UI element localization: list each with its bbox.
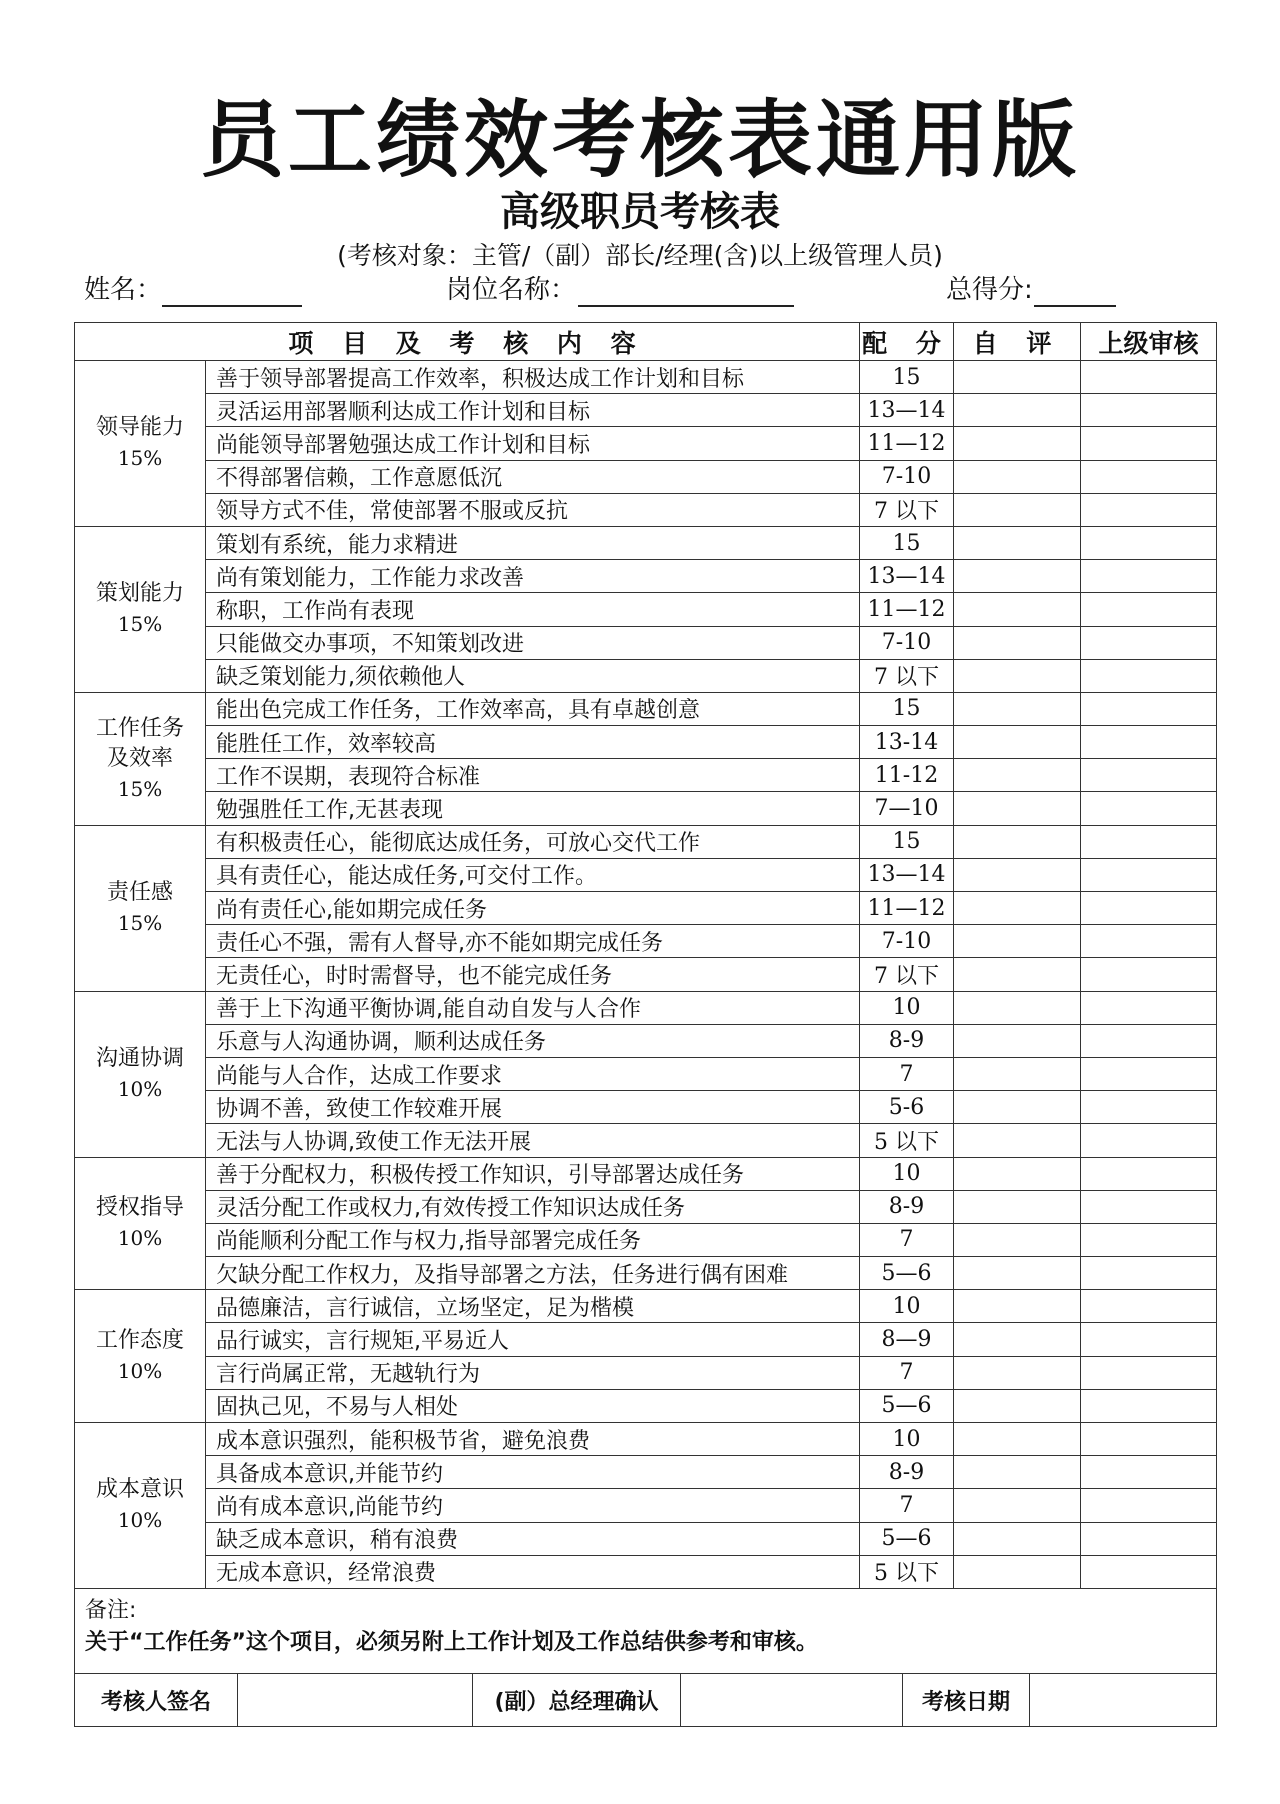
criterion-score: 15 [860, 526, 954, 559]
table-body [75, 361, 1217, 1589]
table-row [75, 1057, 1217, 1090]
superior-review-cell[interactable] [1081, 1356, 1217, 1389]
self-eval-cell[interactable] [954, 526, 1081, 559]
superior-review-cell[interactable] [1081, 593, 1217, 626]
criterion-score: 10 [860, 1157, 954, 1190]
criterion-text: 只能做交办事项，不知策划改进 [206, 626, 860, 659]
criterion-text: 灵活分配工作或权力,有效传授工作知识达成任务 [206, 1190, 860, 1223]
criterion-score: 5 以下 [860, 1555, 954, 1588]
self-eval-cell[interactable] [954, 1223, 1081, 1256]
criterion-score: 5—6 [860, 1522, 954, 1555]
category-name: 工作态度 [95, 1328, 184, 1354]
criterion-text: 灵活运用部署顺利达成工作计划和目标 [206, 394, 860, 427]
table-row [75, 1489, 1217, 1522]
table-row [75, 1423, 1217, 1456]
category-weight: 15% [117, 776, 163, 801]
category-weight: 15% [117, 446, 163, 471]
table-row [75, 593, 1217, 626]
criterion-score: 11—12 [860, 593, 954, 626]
total-score-label: 总得分: [946, 275, 1033, 305]
signature-table [74, 1673, 1217, 1727]
criterion-text: 无成本意识，经常浪费 [206, 1555, 860, 1588]
criterion-score: 11-12 [860, 759, 954, 792]
category-cell [75, 1423, 206, 1589]
table-row [75, 659, 1217, 692]
table-row [75, 1024, 1217, 1057]
criterion-text: 尚能领导部署勉强达成工作计划和目标 [206, 427, 860, 460]
table-row [75, 560, 1217, 593]
criterion-score: 15 [860, 825, 954, 858]
superior-review-cell[interactable] [1081, 361, 1217, 394]
self-eval-cell[interactable] [954, 892, 1081, 925]
category-name: 成本意识 [95, 1477, 184, 1503]
criterion-text: 称职，工作尚有表现 [206, 593, 860, 626]
category-weight: 15% [117, 612, 163, 637]
superior-review-cell[interactable] [1081, 493, 1217, 526]
header-content: 项 目 及 考 核 内 容 [75, 323, 860, 361]
superior-review-cell[interactable] [1081, 726, 1217, 759]
criterion-score: 7 以下 [860, 659, 954, 692]
gm-confirm-field[interactable] [681, 1674, 903, 1727]
superior-review-cell[interactable] [1081, 560, 1217, 593]
criterion-score: 7-10 [860, 925, 954, 958]
superior-review-cell[interactable] [1081, 526, 1217, 559]
table-row [75, 394, 1217, 427]
self-eval-cell[interactable] [954, 991, 1081, 1024]
table-row [75, 427, 1217, 460]
notes-cell [75, 1588, 1217, 1673]
table-row [75, 493, 1217, 526]
assessment-date-field[interactable] [1030, 1674, 1217, 1727]
table-row [75, 1091, 1217, 1124]
criterion-text: 策划有系统，能力求精进 [206, 526, 860, 559]
criterion-score: 11—12 [860, 427, 954, 460]
superior-review-cell[interactable] [1081, 1389, 1217, 1422]
criterion-score: 10 [860, 991, 954, 1024]
criterion-text: 固执己见，不易与人相处 [206, 1389, 860, 1422]
criterion-score: 7 以下 [860, 493, 954, 526]
gm-confirm-label: (副）总经理确认 [473, 1674, 681, 1727]
criterion-text: 缺乏策划能力,须依赖他人 [206, 659, 860, 692]
notes-row [75, 1588, 1217, 1673]
criterion-text: 善于领导部署提高工作效率，积极达成工作计划和目标 [206, 361, 860, 394]
category-weight: 10% [117, 1508, 163, 1533]
criterion-score: 7 [860, 1223, 954, 1256]
criterion-text: 欠缺分配工作权力，及指导部署之方法，任务进行偶有困难 [206, 1257, 860, 1290]
criterion-text: 善于分配权力，积极传授工作知识，引导部署达成任务 [206, 1157, 860, 1190]
appraisal-table [74, 322, 1217, 1674]
table-row [75, 991, 1217, 1024]
criterion-text: 勉强胜任工作,无甚表现 [206, 792, 860, 825]
superior-review-cell[interactable] [1081, 1024, 1217, 1057]
criterion-score: 7 [860, 1057, 954, 1090]
header-score: 配 分 [860, 323, 954, 361]
superior-review-cell[interactable] [1081, 1423, 1217, 1456]
criterion-score: 15 [860, 692, 954, 725]
self-eval-cell[interactable] [954, 1356, 1081, 1389]
criterion-text: 不得部署信赖，工作意愿低沉 [206, 460, 860, 493]
table-row [75, 825, 1217, 858]
category-name-line: 及效率 [106, 745, 173, 771]
criterion-score: 8-9 [860, 1456, 954, 1489]
criterion-text: 尚能与人合作，达成工作要求 [206, 1057, 860, 1090]
criterion-text: 品行诚实，言行规矩,平易近人 [206, 1323, 860, 1356]
criterion-score: 7-10 [860, 460, 954, 493]
self-eval-cell[interactable] [954, 1522, 1081, 1555]
self-eval-cell[interactable] [954, 1091, 1081, 1124]
self-eval-cell[interactable] [954, 1190, 1081, 1223]
criterion-score: 7 [860, 1356, 954, 1389]
criterion-score: 10 [860, 1423, 954, 1456]
self-eval-cell[interactable] [954, 626, 1081, 659]
superior-review-cell[interactable] [1081, 1124, 1217, 1157]
superior-review-cell[interactable] [1081, 825, 1217, 858]
criterion-text: 善于上下沟通平衡协调,能自动自发与人合作 [206, 991, 860, 1024]
self-eval-cell[interactable] [954, 792, 1081, 825]
self-eval-cell[interactable] [954, 958, 1081, 991]
self-eval-cell[interactable] [954, 560, 1081, 593]
self-eval-cell[interactable] [954, 858, 1081, 891]
criterion-text: 协调不善，致使工作较难开展 [206, 1091, 860, 1124]
criterion-score: 8-9 [860, 1024, 954, 1057]
category-cell [75, 361, 206, 527]
superior-review-cell[interactable] [1081, 759, 1217, 792]
superior-review-cell[interactable] [1081, 925, 1217, 958]
signature-row [75, 1674, 1217, 1727]
self-eval-cell[interactable] [954, 692, 1081, 725]
superior-review-cell[interactable] [1081, 792, 1217, 825]
self-eval-cell[interactable] [954, 1024, 1081, 1057]
table-row [75, 1555, 1217, 1588]
criterion-text: 无法与人协调,致使工作无法开展 [206, 1124, 860, 1157]
table-row [75, 1456, 1217, 1489]
assessment-date-label: 考核日期 [903, 1674, 1030, 1727]
table-row [75, 1190, 1217, 1223]
table-row [75, 1323, 1217, 1356]
superior-review-cell[interactable] [1081, 958, 1217, 991]
category-cell [75, 991, 206, 1157]
criterion-text: 尚有成本意识,尚能节约 [206, 1489, 860, 1522]
superior-review-cell[interactable] [1081, 626, 1217, 659]
category-weight: 10% [117, 1226, 163, 1251]
superior-review-cell[interactable] [1081, 1157, 1217, 1190]
category-weight: 15% [117, 911, 163, 936]
self-eval-cell[interactable] [954, 1456, 1081, 1489]
superior-review-cell[interactable] [1081, 1190, 1217, 1223]
criterion-score: 5 以下 [860, 1124, 954, 1157]
self-eval-cell[interactable] [954, 460, 1081, 493]
category-cell [75, 825, 206, 991]
superior-review-cell[interactable] [1081, 692, 1217, 725]
table-row [75, 526, 1217, 559]
page-subtitle: 高级职员考核表 [500, 189, 780, 235]
header-superior-review: 上级审核 [1081, 323, 1217, 361]
category-name-line: 工作任务 [95, 715, 184, 741]
self-eval-cell[interactable] [954, 759, 1081, 792]
self-eval-cell[interactable] [954, 1389, 1081, 1422]
table-row [75, 626, 1217, 659]
table-header-row [75, 323, 1217, 361]
criterion-text: 品德廉洁，言行诚信，立场坚定，足为楷模 [206, 1290, 860, 1323]
category-cell [75, 1290, 206, 1423]
self-eval-cell[interactable] [954, 1555, 1081, 1588]
table-row [75, 759, 1217, 792]
criterion-text: 成本意识强烈，能积极节省，避免浪费 [206, 1423, 860, 1456]
criterion-text: 尚有责任心,能如期完成任务 [206, 892, 860, 925]
superior-review-cell[interactable] [1081, 1257, 1217, 1290]
category-cell [75, 526, 206, 692]
table-row [75, 460, 1217, 493]
criterion-text: 乐意与人沟通协调，顺利达成任务 [206, 1024, 860, 1057]
criterion-text: 责任心不强，需有人督导,亦不能如期完成任务 [206, 925, 860, 958]
criterion-score: 13-14 [860, 726, 954, 759]
assessor-signature-label: 考核人签名 [75, 1674, 238, 1727]
page-title: 员工绩效考核表通用版 [199, 91, 1080, 189]
category-name: 授权指导 [95, 1195, 184, 1221]
self-eval-cell[interactable] [954, 593, 1081, 626]
criterion-score: 5—6 [860, 1257, 954, 1290]
category-cell [75, 1157, 206, 1290]
superior-review-cell[interactable] [1081, 427, 1217, 460]
category-name [75, 714, 205, 774]
superior-review-cell[interactable] [1081, 1522, 1217, 1555]
category-name: 领导能力 [95, 415, 184, 441]
criterion-score: 5—6 [860, 1389, 954, 1422]
table-row [75, 1223, 1217, 1256]
criterion-score: 10 [860, 1290, 954, 1323]
criterion-score: 8—9 [860, 1323, 954, 1356]
criterion-score: 7 [860, 1489, 954, 1522]
self-eval-cell[interactable] [954, 493, 1081, 526]
criterion-text: 具备成本意识,并能节约 [206, 1456, 860, 1489]
total-score-field[interactable] [1034, 305, 1116, 307]
self-eval-cell[interactable] [954, 1057, 1081, 1090]
criterion-text: 工作不误期，表现符合标准 [206, 759, 860, 792]
self-eval-cell[interactable] [954, 1124, 1081, 1157]
category-name: 责任感 [106, 880, 173, 906]
self-eval-cell[interactable] [954, 1323, 1081, 1356]
criterion-score: 7 以下 [860, 958, 954, 991]
category-weight: 10% [117, 1359, 163, 1384]
self-eval-cell[interactable] [954, 726, 1081, 759]
superior-review-cell[interactable] [1081, 991, 1217, 1024]
criterion-text: 缺乏成本意识，稍有浪费 [206, 1522, 860, 1555]
superior-review-cell[interactable] [1081, 1057, 1217, 1090]
superior-review-cell[interactable] [1081, 460, 1217, 493]
superior-review-cell[interactable] [1081, 1290, 1217, 1323]
category-cell [75, 692, 206, 825]
table-row [75, 792, 1217, 825]
notes-label: 备注: [85, 1597, 137, 1623]
table-row [75, 1290, 1217, 1323]
criterion-text: 无责任心，时时需督导，也不能完成任务 [206, 958, 860, 991]
position-field[interactable] [578, 305, 794, 307]
criterion-score: 7—10 [860, 792, 954, 825]
self-eval-cell[interactable] [954, 361, 1081, 394]
criterion-score: 13—14 [860, 560, 954, 593]
table-row [75, 925, 1217, 958]
self-eval-cell[interactable] [954, 1489, 1081, 1522]
info-row [84, 272, 1114, 308]
criterion-text: 领导方式不佳，常使部署不服或反抗 [206, 493, 860, 526]
self-eval-cell[interactable] [954, 394, 1081, 427]
criterion-text: 言行尚属正常，无越轨行为 [206, 1356, 860, 1389]
superior-review-cell[interactable] [1081, 1555, 1217, 1588]
criterion-text: 尚有策划能力，工作能力求改善 [206, 560, 860, 593]
criterion-score: 7-10 [860, 626, 954, 659]
table-row [75, 892, 1217, 925]
table-row [75, 692, 1217, 725]
superior-review-cell[interactable] [1081, 1323, 1217, 1356]
superior-review-cell[interactable] [1081, 1489, 1217, 1522]
notes-text: 关于“工作任务”这个项目，必须另附上工作计划及工作总结供参考和审核。 [85, 1629, 818, 1655]
category-name: 沟通协调 [95, 1046, 184, 1072]
criterion-score: 15 [860, 361, 954, 394]
table-row [75, 958, 1217, 991]
self-eval-cell[interactable] [954, 1157, 1081, 1190]
table-row [75, 858, 1217, 891]
superior-review-cell[interactable] [1081, 1223, 1217, 1256]
table-row [75, 1157, 1217, 1190]
criterion-score: 5-6 [860, 1091, 954, 1124]
table-row [75, 1124, 1217, 1157]
criterion-text: 有积极责任心，能彻底达成任务，可放心交代工作 [206, 825, 860, 858]
criterion-text: 能胜任工作，效率较高 [206, 726, 860, 759]
criterion-score: 11—12 [860, 892, 954, 925]
table-row [75, 1257, 1217, 1290]
superior-review-cell[interactable] [1081, 394, 1217, 427]
self-eval-cell[interactable] [954, 1290, 1081, 1323]
table-row [75, 1389, 1217, 1422]
table-row [75, 361, 1217, 394]
category-name: 策划能力 [95, 581, 184, 607]
superior-review-cell[interactable] [1081, 892, 1217, 925]
position-label: 岗位名称： [446, 275, 577, 305]
name-field[interactable] [162, 305, 302, 307]
self-eval-cell[interactable] [954, 427, 1081, 460]
superior-review-cell[interactable] [1081, 858, 1217, 891]
self-eval-cell[interactable] [954, 825, 1081, 858]
self-eval-cell[interactable] [954, 1423, 1081, 1456]
criterion-text: 具有责任心，能达成任务,可交付工作。 [206, 858, 860, 891]
table-row [75, 1356, 1217, 1389]
self-eval-cell[interactable] [954, 925, 1081, 958]
assessor-signature-field[interactable] [238, 1674, 473, 1727]
table-row [75, 726, 1217, 759]
header-self-eval: 自 评 [954, 323, 1081, 361]
self-eval-cell[interactable] [954, 659, 1081, 692]
criterion-text: 能出色完成工作任务，工作效率高，具有卓越创意 [206, 692, 860, 725]
superior-review-cell[interactable] [1081, 1456, 1217, 1489]
name-label: 姓名： [84, 275, 163, 305]
criterion-score: 8-9 [860, 1190, 954, 1223]
category-weight: 10% [117, 1077, 163, 1102]
assessment-scope: (考核对象：主管/（副）部长/经理(含)以上级管理人员) [337, 241, 943, 270]
criterion-text: 尚能顺利分配工作与权力,指导部署完成任务 [206, 1223, 860, 1256]
criterion-score: 13—14 [860, 858, 954, 891]
self-eval-cell[interactable] [954, 1257, 1081, 1290]
table-row [75, 1522, 1217, 1555]
superior-review-cell[interactable] [1081, 1091, 1217, 1124]
superior-review-cell[interactable] [1081, 659, 1217, 692]
criterion-score: 13—14 [860, 394, 954, 427]
